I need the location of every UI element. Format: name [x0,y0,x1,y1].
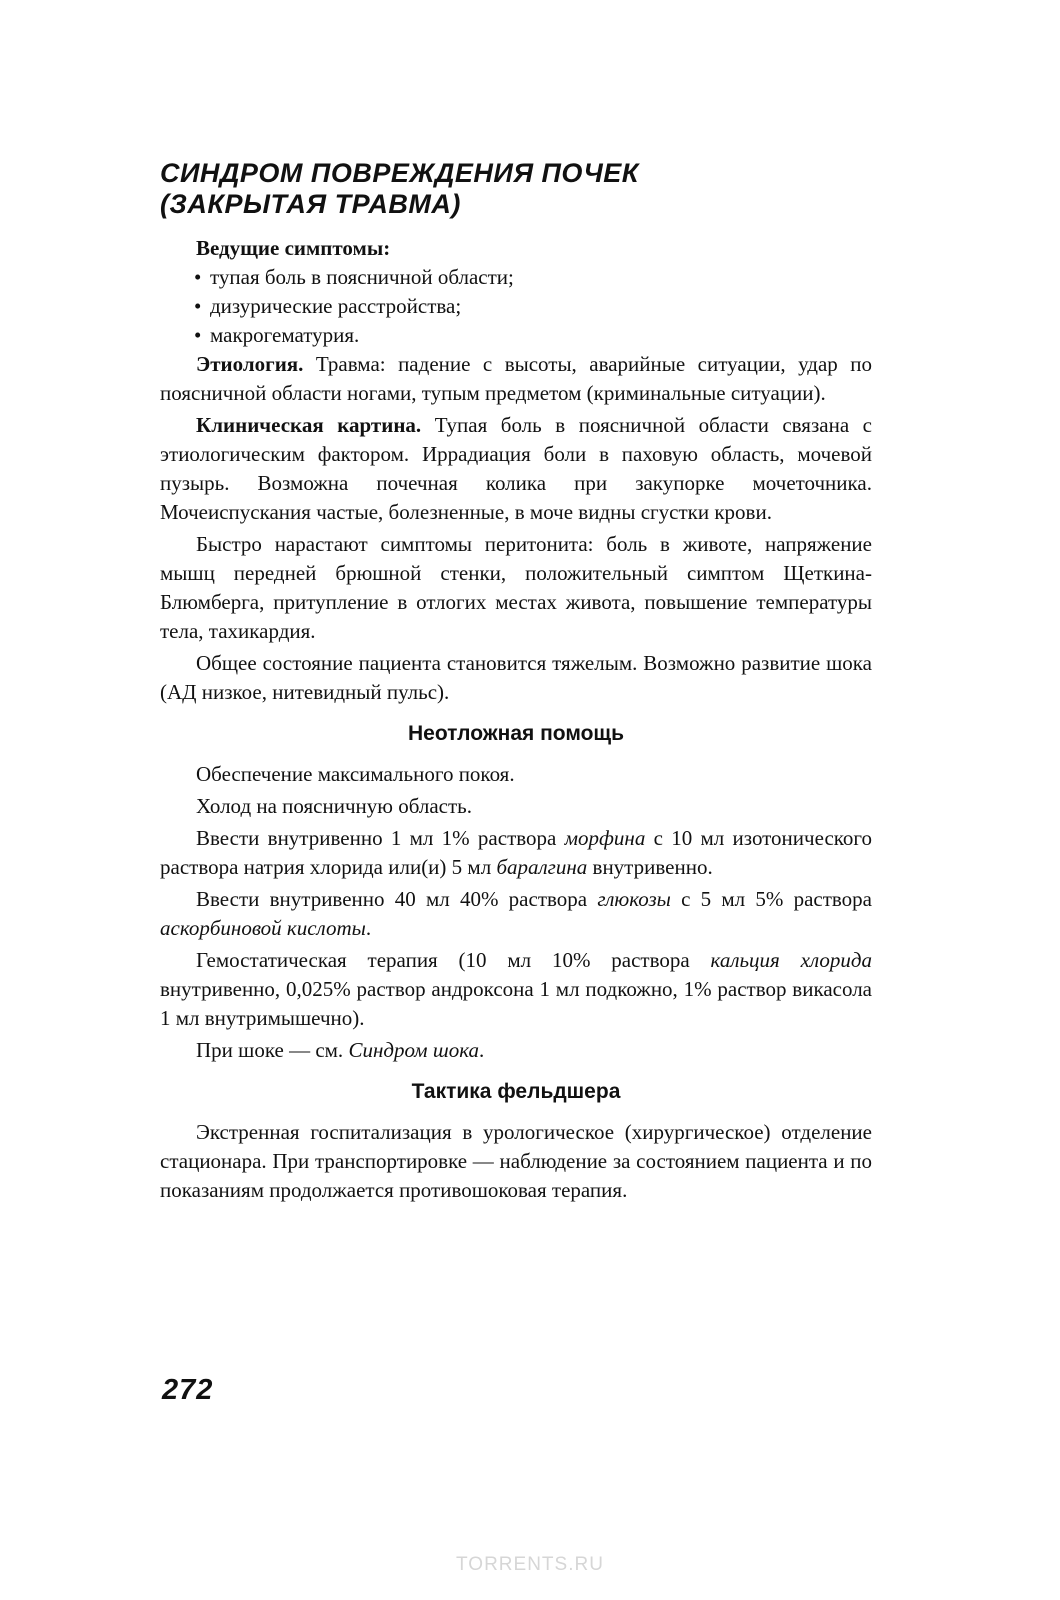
cross-reference: Синдром шока [348,1038,479,1062]
text-segment: Ввести внутривенно 40 мл 40% раствора [196,887,598,911]
list-item: • тупая боль в поясничной области; [210,263,872,292]
etiology-label: Этиология. [196,352,304,376]
title-line-1: СИНДРОМ ПОВРЕЖДЕНИЯ ПОЧЕК [160,158,639,188]
text-segment: . [479,1038,485,1062]
leading-symptoms-label: Ведущие симптомы: [196,236,391,260]
text-segment: внутривенно. [587,855,713,879]
drug-name: глюкозы [597,887,671,911]
morphine-paragraph [160,824,872,882]
list-item: • дизурические расстройства; [210,292,872,321]
clinical-picture-paragraph [160,411,872,527]
text-segment: с 10 мл изотонического раствора натрия хлорида или(и) 5 мл [160,826,872,879]
drug-name: кальция хлорида [710,948,872,972]
etiology-text: Травма: падение с высоты, аварийные ситуации, удар по поясничной области ногами, тупым предметом (криминальные ситуации). [160,352,872,405]
list-item: • макрогематурия. [210,321,872,350]
text-segment: внутривенно, 0,025% раствор андроксона 1 мл подкожно, 1% раствор викасола 1 мл внутримышечно). [160,977,872,1030]
title-line-2: (ЗАКРЫТАЯ ТРАВМА) [160,189,461,219]
etiology-paragraph [160,350,872,408]
leading-symptoms-list [160,263,872,350]
shock-reference-paragraph [160,1036,872,1065]
drug-name: баралгина [496,855,588,879]
cold-paragraph: Холод на поясничную область. [196,794,473,818]
glucose-paragraph [160,885,872,943]
drug-name: аскорбиновой кислоты [160,916,366,940]
clinical-picture-text: Тупая боль в поясничной области связана с этиологическим фактором. Иррадиация боли в паховую область, мочевой пузырь. Возможна почечная колика при закупорке мочеточника. Мочеиспускания частые, болезненные, в моче видны сгустки крови. [160,413,873,524]
hemostatic-paragraph [160,946,872,1033]
rest-paragraph: Обеспечение максимального покоя. [196,762,515,786]
paramedic-tactics-heading: Тактика фельдшера [411,1080,621,1103]
page-number: 272 [162,1374,214,1406]
text-segment: . [365,916,372,940]
hospitalization-paragraph: Экстренная госпитализация в урологическое (хирургическое) отделение стационара. При транспортировке — наблюдение за состоянием пациента и по показаниям продолжается противошоковая терапия. [160,1120,872,1202]
drug-name: морфина [564,826,646,850]
clinical-picture-label: Клиническая картина. [196,413,422,437]
page-content [160,158,872,1208]
page-title [160,158,872,220]
text-segment: Ввести внутривенно 1 мл 1% раствора [196,826,565,850]
watermark: TORRENTS.RU [456,1554,604,1575]
general-condition-paragraph: Общее состояние пациента становится тяжелым. Возможно развитие шока (АД низкое, нитевидный пульс). [160,651,872,704]
text-segment: Гемостатическая терапия (10 мл 10% раствора [196,948,711,972]
emergency-care-heading: Неотложная помощь [407,722,625,745]
text-segment: При шоке — см. [196,1038,349,1062]
peritonitis-paragraph: Быстро нарастают симптомы перитонита: боль в животе, напряжение мышц передней брюшной стенки, положительный симптом Щеткина-Блюмберга, притупление в отлогих местах живота, повышение температуры тела, тахикардия. [160,532,872,643]
text-segment: с 5 мл 5% раствора [670,887,872,911]
